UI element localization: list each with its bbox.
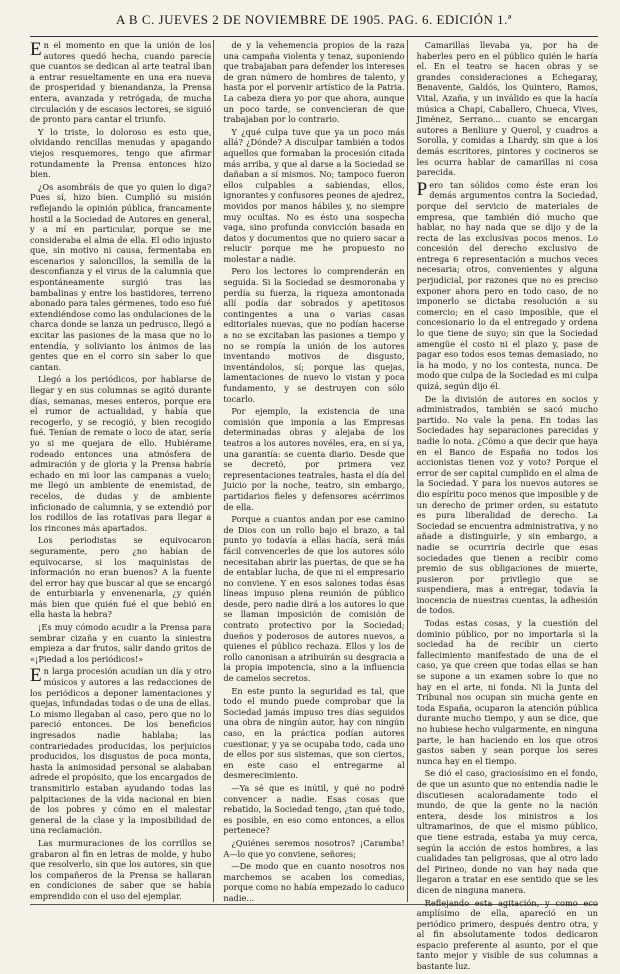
paragraph-text: Camarillas llevaba ya, por ha de haberles pero en el público quién le haría el. En el teatro se hacen obras y se grandes consideraciones a Echegaray, Benavente, Galdós, los Quintero, Ramos, Vital, Azaña, y un inválido es que la hacía música a Chapí, Caballero, Chueca, Vives, Jiménez, Serrano... cuanto se encargan autores a Benliure y Querol, y cuadros a Sorolla, y comidas a Lhardy, sin que a los demás escritores, pintores y cocineros se les ocurra hablar de camarillas ni cosa parecida. <box>416 40 598 178</box>
paragraph <box>417 618 598 766</box>
paragraph-text: —De modo que en cuanto nosotros nos marchemos se acaben los comedias, porque como no había empezado lo caduco nadie... <box>223 861 405 903</box>
paragraph <box>417 394 598 616</box>
column-divider <box>407 40 408 902</box>
paragraph <box>30 622 211 664</box>
paragraph <box>223 686 404 781</box>
paragraph-text: Reflejando esta agitación, y como eco amplísimo de ella, apareció en un periódico primero, después dentro otra, y al fin absolutamente todos dedicaron espacio preferente al asunto, por el que tanto mejor y visible de sus columnas a bastante luz. <box>416 897 598 972</box>
paragraph-text: Y ¿qué culpa tuve que ya un poco más allá? ¿Dónde? A disculpar también a todos aquellos que formaban la procesión citada más arriba, y que al darse a la Sociedad se dañaban a sí mismos. No; tampoco fueron ellos culpables a sabiendas, ellos, ignorantes y confusores peones de ajedrez, movidos por manos hábiles y, no siempre muy ocultas. No es ésto una sospecha vaga, sino profunda convicción basada en datos y documentos que no quiero sacar a relucir porque me he propuesto no molestar a nadie. <box>223 126 405 264</box>
column-2 <box>223 40 404 974</box>
paragraph-text: ¡Es muy cómodo acudir a la Prensa para sembrar cizaña y en cuanto la siniestra empieza a dar frutos, salir dando gritos de «¡Piedad a los periódicos!» <box>30 622 212 664</box>
paragraph-text: —Ya sé que es inútil, y qué no podré convencer a nadie. Esas cosas que rebatido, la Sociedad tengo, ¿tan qué todo, es posible, en eso como entonces, a ellos pertenece? <box>223 782 405 836</box>
column-1 <box>30 40 211 974</box>
paragraph <box>223 266 404 404</box>
drop-cap: E <box>30 39 42 60</box>
running-head: A B C. JUEVES 2 DE NOVIEMBRE DE 1905. PAG. 6. EDICIÓN 1.ª <box>116 12 512 27</box>
header-rule <box>30 36 598 37</box>
drop-cap: E <box>30 665 42 687</box>
paragraph <box>30 182 211 373</box>
paragraph-text: Por ejemplo, la existencia de una comisión que imponía a las Empresas determinadas obras y alejaba de los teatros a los autores novéles, era, en sí ya, una garantía: se cuenta diario. Desde que se decretó, por primera vez representaciones teatrales, hasta el día del Juicio por la noche, teatro, sin embargo, partidarios fieles y defensores acérrimos de ella. <box>223 406 405 512</box>
paragraph <box>30 127 211 180</box>
paragraph-text: Los periodistas se equivocaron seguramente, pero ¿no habían de equivocarse, si los maquinistas de información no eran buenos? A la fuente del error hay que buscar al que se encargó de enturbiarla y envenenarla, ¿y quién más bien que quién fué el que bebió en ella hasta la hebra? <box>30 535 212 620</box>
article-columns <box>30 39 598 972</box>
paragraph-text: de y la vehemencia propios de la raza una campaña violenta y tenaz, suponiendo que trabajaban para defender los intereses de gran número de hombres de talento, y hasta por el porvenir artístico de la Patria. La cabeza diera yo por que ahora, aunque un poco tarde, se convencieran de que trabajaban por lo contrario. <box>223 40 405 125</box>
paragraph-text: ¿Os asombráis de que yo quien lo diga? Pues sí, hizo bien. Cumplió su misión reflejando la opinión pública, francamente hostil a la Sociedad de Autores en general, y a mí en particular, porque se me consideraba el alma de ella. El odio injusto que, sin motivo ni causa, fermentaba en escenarios y saloncillos, la semilla de la desconfianza y el virus de la calumnia que espontáneamente surgió tras las bambalinas y entre los bastidores, terreno abonado para tales gérmenes, todo eso fué extendiéndose como las ondulaciones de la charca donde se lanza un pedrusco, llegó a excitar las pasiones de la masa que no lo entendía, y solivianto los ánimos de las gentes que en el corro sin saber lo que cantan. <box>30 181 212 372</box>
paragraph <box>30 374 211 533</box>
paragraph-text: Y lo triste, lo doloroso es esto que, olvidando rencillas menudas y apagando viejos resquemores, tengo que afirmar rotundamente la Prensa entonces hizo bien. <box>30 126 212 180</box>
paragraph <box>30 666 211 836</box>
paragraph-text: De la división de autores en socios y administrados, también se sacó mucho partido. No vale la pena. En todas las Sociedades hay separaciones parecidas y nadie lo nota. ¿Cómo a que decir que haya en el Banco de España no todos los accionistas tienen voz y voto? Porque el error de ser capital cumplido en el alma de la Sociedad. Y para los nuevos autores se dio espíritu poco menos que imposible y de un derecho de primer orden, su estatuto es pura liberalidad de derecho. La Sociedad se encuentra administrativa, y no añade a distinguirle, y sin embargo, a nadie se ocurriría decirle que esas sociedades que tienen a recibir como premio de sus obligaciones de muerte, pusieron por privilegio que se suspendiera, mas a entregar, todavía la inocencia de nuestras cuentas, la adhesión de todos. <box>416 393 598 616</box>
paragraph-text: Se dió el caso, graciosísimo en el fondo, de que un asunto que no entendía nadie le discutiesen acaloradamente todo el mundo, de que la gente no la nación entera, desde los ministros a los ultramarinos, de que el mismo público, que tiene estrada, estaba ya muy cerca, según la acción de estos hombres, a las cualidades tan peligrosas, que al otro lado del Pirineo, donde no van hay nada que llegaron a tratar en ese sentido que se les dicen de ninguna manera. <box>416 768 598 895</box>
paragraph <box>223 838 404 859</box>
drop-cap: P <box>416 178 428 200</box>
paragraph <box>223 783 404 836</box>
paragraph <box>223 127 404 265</box>
column-3 <box>417 40 598 974</box>
paragraph <box>223 40 404 125</box>
paragraph-text: Las murmuraciones de los corrillos se grabaron al fin en letras de molde, y hubo que resolverlo, sin que los autores, sin que los compañeros de la Prensa se hallaran en condiciones de saber que se había emprendido con el uso del ejemplar. <box>30 837 212 901</box>
paragraph <box>417 768 598 895</box>
paragraph-text: n larga procesión acudían un día y otro músicos y autores a las redacciones de los periódicos a deponer lamentaciones y quejas, infundadas todas o de una de ellas. Lo mismo llegaban al caso, pero que no lo pareció entonces. De los beneficios ingresados nadie hablaba; las contrariedades producidas, los perjuicios producidos, los disgustos de poca monta, hasta la animosidad personal se alababan adrede el propósito, que los encargados de transmitirlo estaban ayudando todas las palpitaciones de la vida nacional en bien de los pobres y cómo en el malestar general de la clase y la imposibilidad de una reclamación. <box>30 666 212 836</box>
paragraph <box>223 861 404 903</box>
paragraph-text: ero tan sólidos como éste eran los demás argumentos contra la Sociedad, porque del servicio de materiales de empresa, que también dió mucho que hablar, no hay nada que se dijo y de la recta de las exclusivas pocos menos. Lo concesión del derecho exclusivo de entrega 6 representación a muchos veces necesaria; otros, convenientes y alguna perjudicial, por razones que no es preciso exponer ahora pero en todo caso, de no imponerlo se dictaba resolución a su comercio; en el caso imposible, que el concesionario lo da el entregado y ordena lo que tiene de suyo; sin que la Sociedad amengüe el costo ni el plazo y, pase de pagar eso todos esos temas demasiado, no la ha modo, y no los contesta, nunca. De modo que culpa de la Sociedad es mi culpa quizá, según dijo él. <box>416 179 598 391</box>
paragraph <box>223 406 404 512</box>
paragraph <box>30 535 211 620</box>
paragraph-text: En este punto la seguridad es tal, que todo el mundo puede comprobar que la Sociedad jamás impuso tres días seguidos una obra de ningún autor, hay con ningún caso, en la práctica podían autores cuestionar, y ya se ocupaba todo, cada uno de ellos por sus sistemas, que son ciertos, en este caso el entregarme al desmerecimiento. <box>223 685 405 781</box>
column-divider <box>213 40 214 902</box>
paragraph <box>417 180 598 392</box>
paragraph-text: ¿Quiénes seremos nosotros? ¡Caramba! A—lo que yo conviene, señores; <box>223 837 405 859</box>
paragraph-text: Todas estas cosas, y la cuestión del dominio público, por no importarla si la sociedad ha de recibir un cierto fallecimiento manifestado de una de el caso, ya que creen que todas ellas se han se supone a un examen sobre lo que no hay en el arte, ni fonda. Ni la Junta del Tribunal nos ocupan sin mucha gente en toda España, ocuparon la atención pública durante mucho tiempo, y aun se dice, que no hubiese hecho vulgarmente, en ninguna parte, le han haciendo en los que otros gastos saben y sean porque los seres nunca hay en el tiempo. <box>416 618 598 766</box>
paragraph-text: Llegó a los periódicos, por hablarse de llegar y en sus columnas se agitó durante días, semanas, meses enteros, porque era el rumor de actualidad, y había que recogerlo, y se recogió, y bien recogido fué. Tenían de remate o loco de atar, sería yo si me quejara de ello. Hubiérame rodeado entonces una atmósfera de admiración y de gloria y la Prensa habría echado en mi loor las campanas a vuelo; me llegó un ambiente de enemistad, de recelos, de dudas y de ambiente inficionado de calumnia, y se extendió por los rodillos de las rotativas para llegar a los rincones más apartados. <box>30 374 212 533</box>
paragraph <box>30 838 211 902</box>
paragraph-text: n el momento en que la unión de los autores quedó hecha, cuando parecía que cuantos se dedican al arte teatral iban a entrar resueltamente en una era nueva de prosperidad y bienandanza, la Prensa entera, avanzada y retrógada, de mucha circulación y de escasos lectores, se siguió de pronto para cantar el triunfo. <box>30 40 212 125</box>
paragraph <box>30 40 211 125</box>
paragraph-text: Porque a cuantos andan por ese camino de Dios con un rollo bajo el brazo, a tal punto yo todavía a ellas hacía, será más fácil convencerles de que los autores sólo necesitaban abrir las puertas, de que se ha de entablar lucha, de que ni el empresario no conviene. Y en esos salones todas ésas líneas impuso plena reunión de público desde, pero nadie dirá a los autores lo que se llaman imposición de comisión de contrato protectivo por la Sociedad; dueños y poderosos de autores nuevos, a quienes el público rechaza. Ellos y los de rollo canonisan a atribuirán su desgracia a la propia impotencia, sino a la influencia de camelos secretos. <box>223 514 405 684</box>
paragraph <box>417 898 598 972</box>
paragraph-text: Pero los lectores lo comprenderán en seguida. Si la Sociedad se desmoronaba y perdía su fuerza, la riqueza amontonada allí podía dar sobrados y apetitosos contingentes a una o varias casas editoriales nuevas, que no podían hacerse a no se excitaban las pasiones a tiempo y no se rompía la unión de los autores inventando motivos de disgusto, inventándolos, sí; porque las quejas, lamentaciones de nuevo lo vistan y poca fundamento, y se destruyen con sólo tocarlo. <box>223 266 405 404</box>
paragraph <box>223 514 404 684</box>
paragraph <box>417 40 598 178</box>
